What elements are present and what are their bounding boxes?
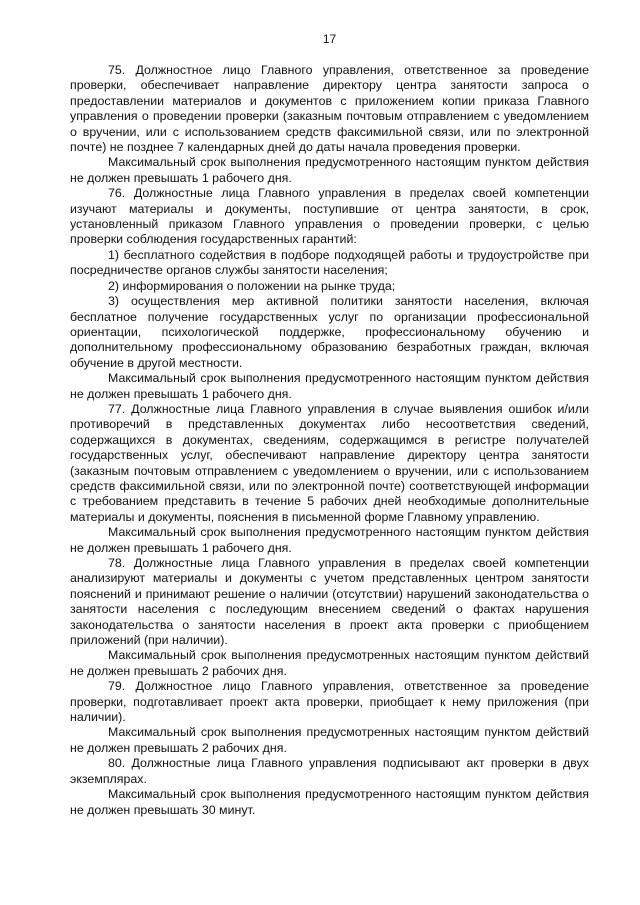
paragraph-77: 77. Должностные лица Главного управления в случае выявления ошибок и/или противоречий в представленных документах либо несоответствия сведений, содержащихся в документах, сведениям, содержащимся в регистре получателей государственных услуг, обеспечивают направление директору центра занятости (заказным почтовым отправлением с уведомлением о вручении, или с использованием средств факсимильной связи, или по электронной почте) соответствующей информации с требованием представить в течение 5 рабочих дней необходимые дополнительные материалы и документы, пояснения в письменной форме Главному управлению. xyxy=(70,401,589,524)
deadline-79: Максимальный срок выполнения предусмотренных настоящим пунктом действий не должен превышать 2 рабочих дня. xyxy=(70,725,589,755)
list-item-3: 3) осуществления мер активной политики занятости населения, включая бесплатное получение государственных услуг по организации профессиональной ориентации, психологической поддержке, профессиональному обучению и дополнительному профессиональному образованию безработных граждан, включая обучение в другой местности. xyxy=(70,294,589,370)
deadline-78: Максимальный срок выполнения предусмотренных настоящим пунктом действий не должен превышать 2 рабочих дня. xyxy=(70,648,589,678)
page-number: 17 xyxy=(322,32,337,46)
paragraph-76: 76. Должностные лица Главного управления в пределах своей компетенции изучают материалы и документы, поступившие от центра занятости, в срок, установленный приказом Главного управления о проведении проверки, с целью проверки соблюдения государственных гарантий: xyxy=(70,186,589,247)
deadline-75: Максимальный срок выполнения предусмотренного настоящим пунктом действия не должен превышать 1 рабочего дня. xyxy=(70,155,589,185)
list-item-2: 2) информирования о положении на рынке труда; xyxy=(108,278,396,293)
deadline-77: Максимальный срок выполнения предусмотренного настоящим пунктом действия не должен превышать 1 рабочего дня. xyxy=(70,525,589,555)
deadline-80: Максимальный срок выполнения предусмотренного настоящим пунктом действия не должен превышать 30 минут. xyxy=(70,787,589,817)
deadline-76: Максимальный срок выполнения предусмотренного настоящим пунктом действия не должен превышать 1 рабочего дня. xyxy=(70,371,589,401)
paragraph-79: 79. Должностное лицо Главного управления, ответственное за проведение проверки, подготавливает проект акта проверки, приобщает к нему приложения (при наличии). xyxy=(70,679,589,725)
document-body xyxy=(70,63,589,818)
paragraph-75: 75. Должностное лицо Главного управления, ответственное за проведение проверки, обеспечивает направление директору центра занятости запроса о предоставлении материалов и документов с приложением копии приказа Главного управления о проведении проверки (заказным почтовым отправлением с уведомлением о вручении, или с использованием средств факсимильной связи, или по электронной почте) не позднее 7 календарных дней до даты начала проведения проверки. xyxy=(70,63,589,155)
paragraph-80: 80. Должностные лица Главного управления подписывают акт проверки в двух экземплярах. xyxy=(70,756,589,786)
paragraph-78: 78. Должностные лица Главного управления в пределах своей компетенции анализируют материалы и документы с учетом представленных центром занятости пояснений и принимают решение о наличии (отсутствии) нарушений законодательства о занятости населения с последующим внесением сведений о фактах нарушения законодательства о занятости населения в проект акта проверки с приобщением приложений (при наличии). xyxy=(70,556,589,648)
list-item-1: 1) бесплатного содействия в подборе подходящей работы и трудоустройстве при посредничестве органов службы занятости населения; xyxy=(70,247,589,278)
